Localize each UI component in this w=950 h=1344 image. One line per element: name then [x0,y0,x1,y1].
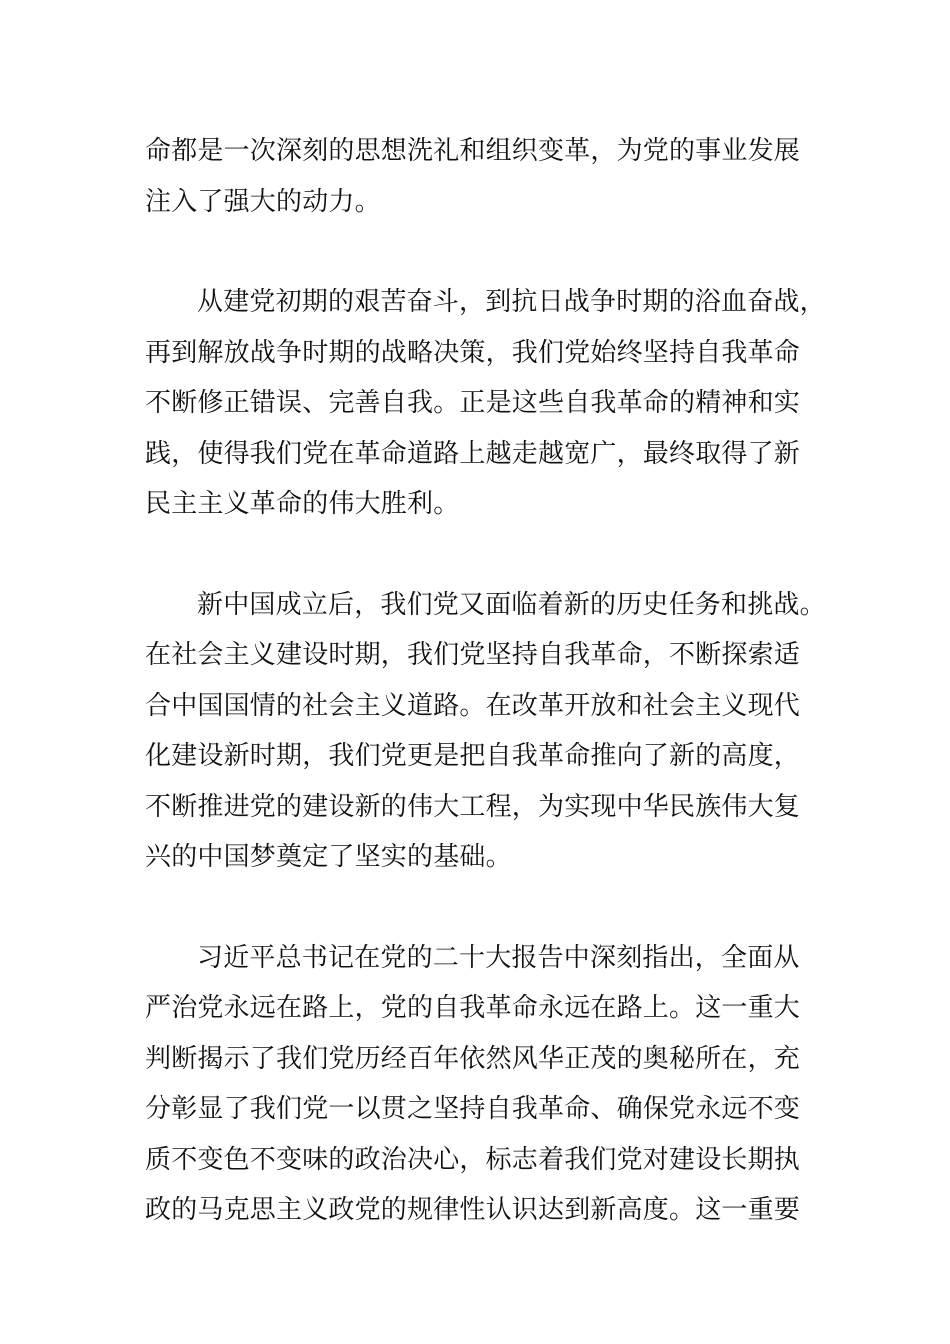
text-line: 不断修正错误、完善自我。正是这些自我革命的精神和实 [145,388,801,418]
text-line: 分彰显了我们党一以贯之坚持自我革命、确保党永远不变 [145,1094,801,1124]
paragraph-1 [145,126,815,227]
text-line: 民主主义革命的伟大胜利。 [145,489,460,519]
text-line: 质不变色不变味的政治决心，标志着我们党对建设长期执 [145,1144,801,1175]
text-line: 政的马克思主义政党的规律性认识达到新高度。这一重要 [145,1195,801,1225]
text-line: 在社会主义建设时期，我们党坚持自我革命，不断探索适 [145,640,801,670]
text-line: 兴的中国梦奠定了坚实的基础。 [145,842,512,872]
text-line: 习近平总书记在党的二十大报告中深刻指出，全面从 [197,942,800,973]
text-line: 新中国成立后，我们党又面临着新的历史任务和挑战。 [197,589,826,620]
text-line: 不断推进党的建设新的伟大工程，为实现中华民族伟大复 [145,791,801,822]
paragraph-4 [145,933,815,1236]
text-line: 判断揭示了我们党历经百年依然风华正茂的奥秘所在，充 [145,1043,801,1074]
text-line: 命都是一次深刻的思想洗礼和组织变革，为党的事业发展 [145,136,801,166]
text-line: 合中国国情的社会主义道路。在改革开放和社会主义现代 [145,690,801,721]
text-line: 严治党永远在路上，党的自我革命永远在路上。这一重大 [145,993,801,1023]
paragraph-3 [145,580,826,883]
text-line: 注入了强大的动力。 [145,186,381,217]
document-body [145,126,826,1286]
paragraph-2 [145,277,826,530]
text-line: 化建设新时期，我们党更是把自我革命推向了新的高度， [145,741,801,771]
text-line: 践，使得我们党在革命道路上越走越宽广，最终取得了新 [145,438,801,469]
text-line: 从建党初期的艰苦奋斗，到抗日战争时期的浴血奋战， [197,287,826,317]
text-line: 再到解放战争时期的战略决策，我们党始终坚持自我革命 [145,337,801,368]
